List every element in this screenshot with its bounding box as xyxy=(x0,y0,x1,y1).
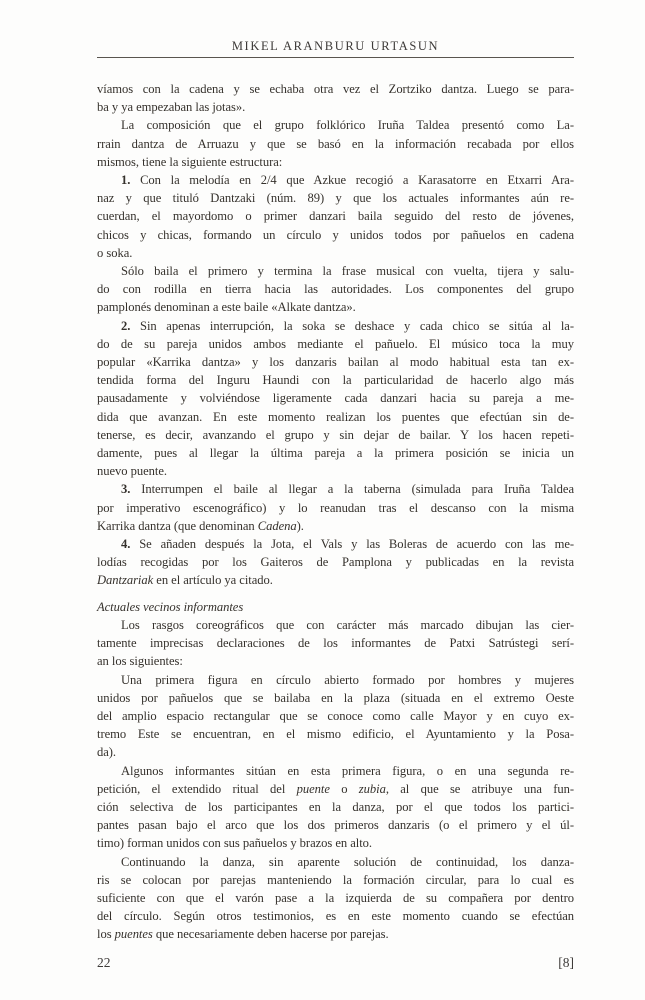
page-body xyxy=(97,80,574,944)
section-heading: Actuales vecinos informantes xyxy=(97,599,244,614)
text-line: ris se colocan por parejas manteniendo la formación circular, para lo cual es xyxy=(97,872,574,887)
paragraph xyxy=(97,262,574,317)
text-line: Karrika dantza (que denominan Cadena). xyxy=(97,518,304,533)
text-line: o soka. xyxy=(97,245,133,260)
reference-number: [8] xyxy=(558,955,574,970)
text-line: del círculo. Según otros testimonios, es en este momento cuando se efectúan xyxy=(97,909,574,924)
text-line: suficiente con que el varón pase a la izquierda de su compañera por dentro xyxy=(97,890,574,905)
text-line: do con rodilla en tierra hacia las autoridades. Los componentes del grupo xyxy=(97,282,574,297)
text-line: Dantzariak en el artículo ya citado. xyxy=(97,573,273,588)
running-header-author: MIKEL ARANBURU URTASUN xyxy=(231,39,440,53)
paragraph xyxy=(97,853,574,944)
text-line: La composición que el grupo folklórico Iruña Taldea presentó como La- xyxy=(121,118,574,133)
text-line: tremo Este se encuentran, en el mismo edificio, el Ayuntamiento y la Posa- xyxy=(97,727,574,742)
text-line: los puentes que necesariamente deben hacerse por parejas. xyxy=(97,927,389,942)
page-footer xyxy=(97,955,574,971)
text-line: 1. Con la melodía en 2/4 que Azkue recogió a Karasatorre en Etxarri Ara- xyxy=(121,173,574,188)
text-line: tamente imprecisas declaraciones de los informantes de Patxi Satrústegi serí- xyxy=(97,636,574,651)
text-line: Continuando la danza, sin aparente solución de continuidad, los danza- xyxy=(121,854,574,869)
text-line: petición, el extendido ritual del puente o zubia, al que se atribuye una fun- xyxy=(97,781,574,796)
text-line: an los siguientes: xyxy=(97,654,183,669)
page-number: 22 xyxy=(97,955,111,970)
paragraph xyxy=(97,671,574,762)
paragraph xyxy=(97,317,574,481)
paragraph xyxy=(97,480,574,535)
text-line: dida que avanzan. En este momento realizan los puentes que efectúan sin de- xyxy=(97,409,574,424)
text-line: Los rasgos coreográficos que con carácter más marcado dibujan las cier- xyxy=(121,617,574,632)
text-line: unidos por pañuelos que se bailaba en la plaza (situada en el extremo Oeste xyxy=(97,690,574,705)
text-line: víamos con la cadena y se echaba otra vez el Zortziko dantza. Luego se para- xyxy=(97,82,574,96)
text-line: del amplio espacio rectangular que se conoce como calle Mayor y en cuyo ex- xyxy=(97,708,574,723)
text-line: Una primera figura en círculo abierto formado por hombres y mujeres xyxy=(121,672,574,687)
text-line: pamplonés denominan a este baile «Alkate dantza». xyxy=(97,300,356,315)
text-line: rrain dantza de Arruazu y que se basó en la información recabada por ellos xyxy=(97,136,574,151)
paragraph xyxy=(97,535,574,590)
text-line: Algunos informantes sitúan en esta primera figura, o en una segunda re- xyxy=(121,763,574,778)
paragraph xyxy=(97,80,574,116)
paragraph xyxy=(97,116,574,171)
text-line: 3. Interrumpen el baile al llegar a la taberna (simulada para Iruña Taldea xyxy=(121,482,574,497)
text-line: nuevo puente. xyxy=(97,464,167,479)
text-line: pausadamente y volviéndose ligeramente cada danzari hacia su pareja a me- xyxy=(97,391,574,406)
text-line: 2. Sin apenas interrupción, la soka se deshace y cada chico se sitúa al la- xyxy=(121,318,574,333)
paragraph xyxy=(97,616,574,671)
paragraph xyxy=(97,171,574,262)
text-line: chicos y chicas, formando un círculo y unidos todos por pañuelos en cadena xyxy=(97,227,574,242)
text-line: por imperativo escenográfico) y lo reanudan tras el descanso con la misma xyxy=(97,500,574,515)
text-line: timo) forman unidos con sus pañuelos y brazos en alto. xyxy=(97,836,373,851)
text-line: ción selectiva de los participantes en la danza, por el que todos los partici- xyxy=(97,799,574,814)
text-line: tenerse, es decir, avanzando el grupo y sin dejar de bailar. Y los hacen repeti- xyxy=(97,427,574,442)
text-line: da). xyxy=(97,745,117,760)
text-line: 4. Se añaden después la Jota, el Vals y las Boleras de acuerdo con las me- xyxy=(121,537,574,552)
text-line: lodías recogidas por los Gaiteros de Pamplona y publicadas en la revista xyxy=(97,555,574,570)
text-line: popular «Karrika dantza» y los danzaris bailan al modo habitual esta tan ex- xyxy=(97,355,574,370)
paragraph xyxy=(97,762,574,853)
text-line: Sólo baila el primero y termina la frase musical con vuelta, tijera y salu- xyxy=(121,264,574,279)
text-line: mismos, tiene la siguiente estructura: xyxy=(97,154,283,169)
text-line: pantes pasan bajo el arco que los dos primeros danzaris (o el primero y el úl- xyxy=(97,818,574,833)
text-line: ba y ya empezaban las jotas». xyxy=(97,100,246,115)
header-rule xyxy=(97,57,574,58)
text-line: naz y que tituló Dantzaki (núm. 89) y que los actuales informantes aún re- xyxy=(97,191,574,206)
text-line: do de su pareja unidos ambos mediante el pañuelo. El músico toca la muy xyxy=(97,336,574,351)
text-line: cuerdan, el mayordomo o primer danzari baila seguido del resto de jóvenes, xyxy=(97,209,574,224)
text-line: tendida forma del Inguru Haundi con la particularidad de hacerlo algo más xyxy=(97,373,574,388)
text-line: damente, pues al llegar la última pareja a la primera posición se inicia un xyxy=(97,446,574,461)
